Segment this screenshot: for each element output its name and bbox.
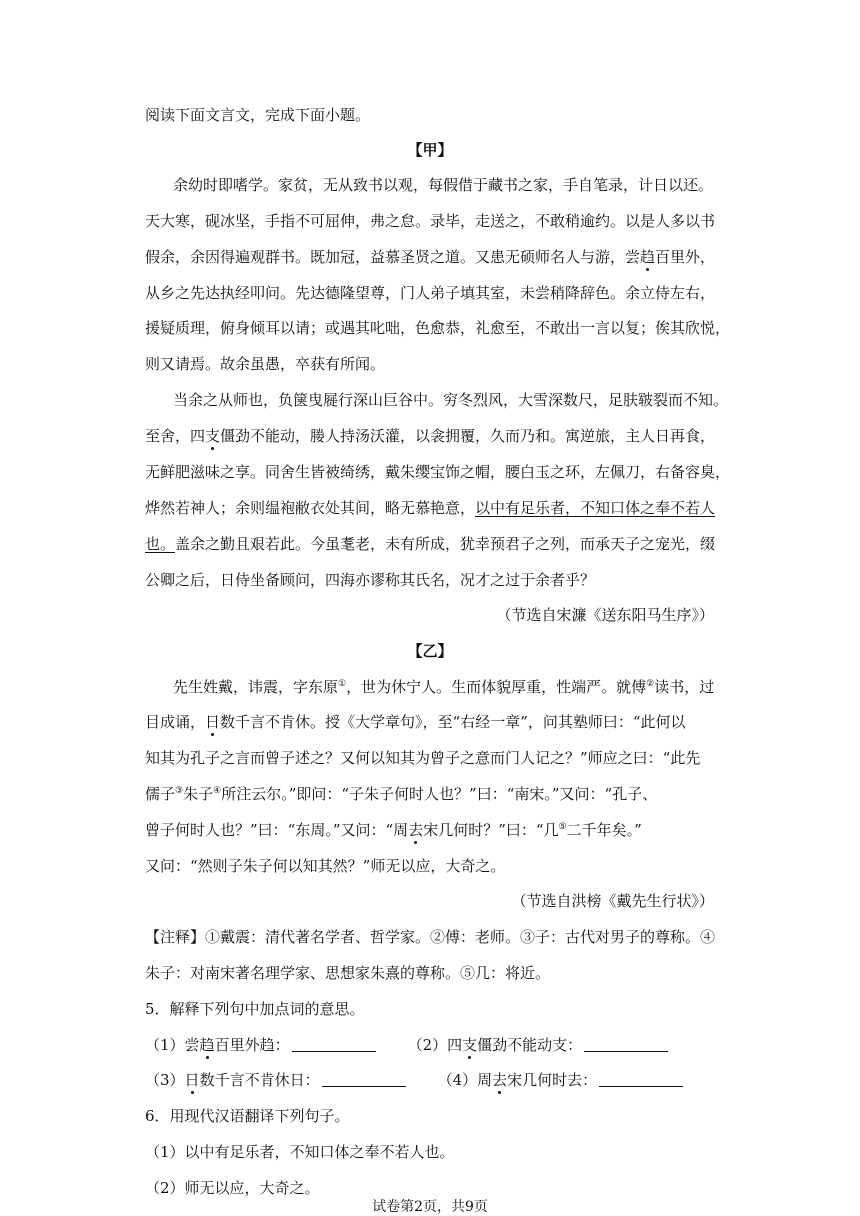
- note-mark: ③: [175, 786, 184, 796]
- question-5-row: （3）日数千言不肯休日： （4）周去宋几何时去：: [145, 1071, 683, 1089]
- yi-line: 儒子③朱子④所注云尔。”即问：“子朱子何时人也？”曰：“南宋。”又问：“孔子、: [145, 785, 658, 803]
- question-5-title: 5．解释下列句中加点词的意思。: [145, 1000, 365, 1018]
- yi-line: 曾子何时人也？”曰：“东周。”又问：“周去宋几何时？”曰：“几⑤二千年矣。”: [145, 821, 642, 839]
- jia-line: 公卿之后，日侍坐备顾问，四海亦谬称其氏名，况才之过于余者乎？: [145, 571, 596, 589]
- dotted-word: 去: [408, 821, 424, 839]
- dotted-word: 趋: [199, 1036, 215, 1054]
- yi-line: 目成诵，日数千言不肯休。授《大学章句》，至“右经一章”，问其塾师曰：“此何以: [145, 713, 686, 731]
- jia-line: 无鲜肥滋味之享。同舍生皆被绮绣，戴朱缨宝饰之帽，腰白玉之环，左佩刀，右备容臭，: [145, 463, 731, 481]
- question-6-sentence: （2）师无以应，大奇之。: [145, 1179, 320, 1197]
- notes: 朱子：对南宋著名理学家、思想家朱熹的尊称。⑤几：将近。: [145, 964, 551, 982]
- notes: 【注释】①戴震：清代著名学者、哲学家。②傅：老师。③子：古代对男子的尊称。④: [145, 928, 716, 946]
- note-mark: ⑤: [558, 822, 567, 832]
- jia-source: （节选自宋濂《送东阳马生序》）: [496, 606, 714, 624]
- note-mark: ②: [646, 679, 655, 689]
- jia-line: 从乡之先达执经叩问。先达德隆望尊，门人弟子填其室，未尝稍降辞色。余立侍左右，: [145, 284, 716, 302]
- jia-line: 天大寒，砚冰坚，手指不可屈伸，弗之怠。录毕，走送之，不敢稍逾约。以是人多以书: [145, 212, 716, 230]
- note-mark: ①: [338, 679, 347, 689]
- section-jia-heading: 【甲】: [407, 141, 453, 159]
- jia-line: 也。盖余之勤且艰若此。今虽耄老，未有所成，犹幸预君子之列，而承天子之宠光，缀: [145, 535, 716, 553]
- page-footer: 试卷第2页，共9页: [372, 1199, 488, 1215]
- underlined-sentence: 以中有足乐者，不知口体之奉不若人: [475, 499, 716, 517]
- yi-source: （节选自洪榜《戴先生行状》）: [511, 892, 714, 910]
- dotted-word: 趋: [640, 248, 656, 266]
- yi-line: 知其为孔子之言而曾子述之？又何以知其为曾子之意而门人记之？”师应之曰：“此先: [145, 749, 701, 767]
- answer-blank[interactable]: [584, 1037, 668, 1052]
- jia-line: 余幼时即嗜学。家贫，无从致书以观，每假借于藏书之家，手自笔录，计日以还。: [173, 176, 714, 194]
- dotted-word: 日: [205, 713, 221, 731]
- question-5-row: （1）尝趋百里外趋： （2）四支僵劲不能动支：: [145, 1036, 668, 1054]
- answer-blank[interactable]: [599, 1072, 683, 1087]
- jia-line: 假余，余因得遍观群书。既加冠，益慕圣贤之道。又患无硕师名人与游，尝趋百里外，: [145, 248, 716, 266]
- dotted-word: 去: [492, 1071, 508, 1089]
- dotted-word: 支: [205, 427, 221, 445]
- jia-line: 援疑质理，俯身倾耳以请；或遇其叱咄，色愈恭，礼愈至，不敢出一言以复；俟其欣悦，: [145, 319, 731, 337]
- jia-line: 烨然若神人；余则缊袍敝衣处其间，略无慕艳意，以中有足乐者，不知口体之奉不若人: [145, 499, 716, 517]
- dotted-word: 日: [184, 1071, 200, 1089]
- question-6-title: 6．用现代汉语翻译下列句子。: [145, 1107, 350, 1125]
- dotted-word: 支: [462, 1036, 478, 1054]
- jia-line: 则又请焉。故余虽愚，卒获有所闻。: [145, 355, 386, 373]
- underlined-sentence-end: 也。: [145, 535, 176, 553]
- jia-line: 当余之从师也，负箧曳屣行深山巨谷中。穷冬烈风，大雪深数尺，足肤皲裂而不知。: [173, 391, 729, 409]
- yi-line: 先生姓戴，讳震，字东原①，世为休宁人。生而体貌厚重，性端严。就傅②读书，过: [173, 678, 715, 696]
- instruction: 阅读下面文言文，完成下面小题。: [145, 106, 371, 124]
- answer-blank[interactable]: [292, 1037, 376, 1052]
- section-yi-heading: 【乙】: [407, 642, 453, 660]
- note-mark: ④: [213, 786, 222, 796]
- answer-blank[interactable]: [322, 1072, 406, 1087]
- jia-line: 至舍，四支僵劲不能动，媵人持汤沃灌，以衾拥覆，久而乃和。寓逆旅，主人日再食，: [145, 427, 716, 445]
- yi-line: 又问：“然则子朱子何以知其然？”师无以应，大奇之。: [145, 857, 506, 875]
- question-6-sentence: （1）以中有足乐者，不知口体之奉不若人也。: [145, 1143, 455, 1161]
